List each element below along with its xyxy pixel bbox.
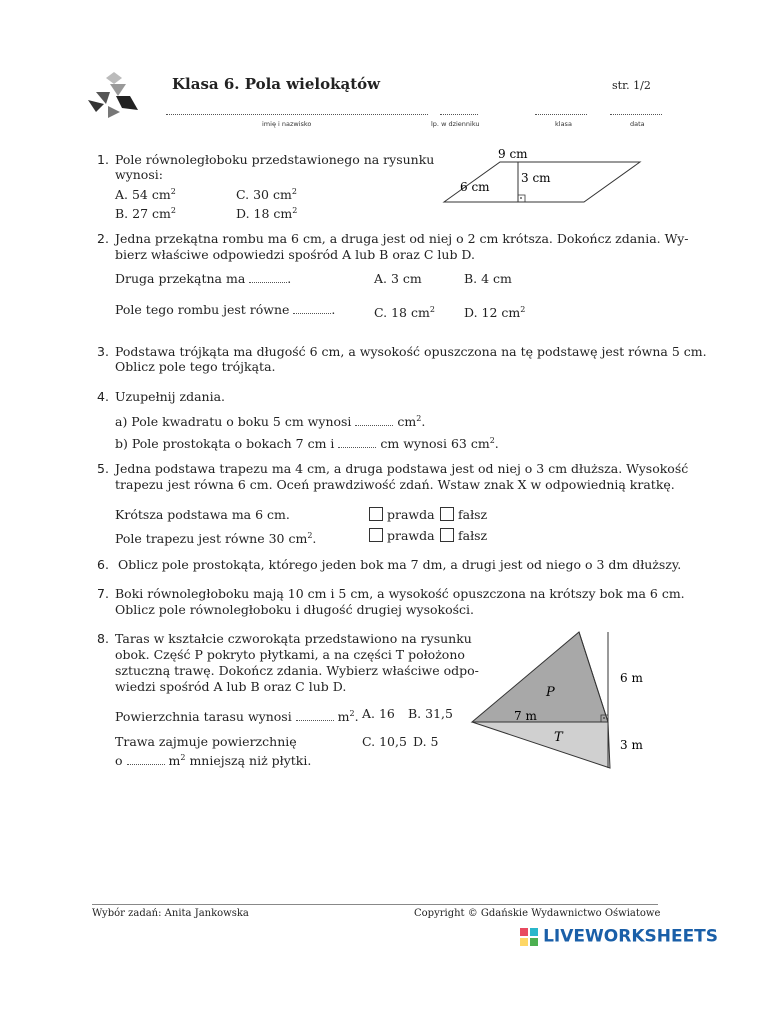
q3-number: 3. (97, 344, 109, 359)
q8-option-d[interactable]: D. 5 (413, 734, 439, 749)
q8-text-4: wiedzi spośród A lub B oraz C lub D. (115, 679, 347, 694)
q4-sentence-a: a) Pole kwadratu o boku 5 cm wynosi $cm^2$. (115, 414, 426, 430)
q7-text-2: Oblicz pole równoległoboku i długość drugiej wysokości. (115, 602, 475, 617)
q5-statement-2: Pole trapezu jest równe 30 $cm^2$. (115, 531, 317, 547)
checkbox[interactable] (440, 507, 454, 521)
q2-text-1: Jedna przekątna rombu ma 6 cm, a druga jest od niej o 2 cm krótsza. Dokończ zdania. Wy- (115, 231, 689, 246)
class-label: klasa (555, 120, 572, 128)
q5-row1-false[interactable]: fałsz (440, 506, 487, 523)
fig1-side-label: 6 cm (460, 180, 490, 194)
class-field[interactable] (535, 114, 587, 115)
q1-option-c[interactable]: C. 30 $cm^2$ (236, 187, 297, 203)
q4-text: Uzupełnij zdania. (115, 389, 226, 404)
footer-divider (92, 904, 658, 905)
q8-sentence-1: Powierzchnia tarasu wynosi $m^2$. (115, 709, 359, 725)
q8-text-3: sztuczną trawę. Dokończ zdania. Wybierz właściwe odpo- (115, 663, 479, 678)
liveworksheets-icon (520, 928, 538, 946)
date-field[interactable] (610, 114, 662, 115)
fig8-h1-label: 6 m (620, 671, 643, 685)
footer-copyright: Copyright © Gdańskie Wydawnictwo Oświatowe (414, 908, 661, 919)
q4-blank-a[interactable] (355, 415, 393, 426)
fig8-part-t: T (554, 730, 563, 745)
q2-blank-1[interactable] (249, 272, 287, 283)
page-number: str. 1/2 (612, 79, 651, 92)
fig8-h2-label: 3 m (620, 738, 643, 752)
q1-option-b[interactable]: B. 27 $cm^2$ (115, 206, 176, 222)
q8-sentence-2b: o $m^2$ mniejszą niż płytki. (115, 753, 312, 769)
q2-option-b[interactable]: B. 4 cm (464, 271, 512, 286)
number-field[interactable] (440, 114, 478, 115)
q2-option-a[interactable]: A. 3 cm (374, 271, 422, 286)
q8-blank-1[interactable] (296, 710, 334, 721)
name-label: imię i nazwisko (262, 120, 312, 128)
q3-text-1: Podstawa trójkąta ma długość 6 cm, a wysokość opuszczona na tę podstawę jest równa 5 cm. (115, 344, 707, 359)
q1-option-d[interactable]: D. 18 $cm^2$ (236, 206, 298, 222)
q5-text-1: Jedna podstawa trapezu ma 4 cm, a druga podstawa jest od niej o 3 cm dłuższa. Wysokość (115, 461, 689, 476)
publisher-logo (86, 70, 146, 120)
q2-text-2: bierz właściwe odpowiedzi spośród A lub B oraz C lub D. (115, 247, 475, 262)
q3-text-2: Oblicz pole tego trójkąta. (115, 359, 276, 374)
date-label: data (630, 120, 645, 128)
number-label: lp. w dzienniku (431, 120, 480, 128)
fig8-base-label: 7 m (514, 709, 537, 723)
checkbox[interactable] (369, 528, 383, 542)
q1-text-2: wynosi: (115, 167, 163, 182)
q2-sentence-1: Druga przekątna ma . (115, 271, 292, 286)
q4-number: 4. (97, 389, 109, 404)
name-field[interactable] (166, 114, 428, 115)
q5-statement-1: Krótsza podstawa ma 6 cm. (115, 507, 290, 522)
q4-sentence-b: b) Pole prostokąta o bokach 7 cm i cm wynosi 63 $cm^2$. (115, 436, 499, 452)
fig8-part-p: P (546, 685, 555, 700)
quadrilateral-figure (466, 626, 666, 776)
checkbox[interactable] (369, 507, 383, 521)
q1-option-a[interactable]: A. 54 $cm^2$ (115, 187, 176, 203)
q2-number: 2. (97, 231, 109, 246)
liveworksheets-logo[interactable] (520, 926, 718, 947)
parallelogram-figure (440, 146, 650, 208)
q7-text-1: Boki równoległoboku mają 10 cm i 5 cm, a wysokość opuszczona na krótszy bok ma 6 cm. (115, 586, 685, 601)
fig1-top-label: 9 cm (498, 147, 528, 161)
q5-number: 5. (97, 461, 109, 476)
q4-blank-b[interactable] (338, 437, 376, 448)
q5-row1-true[interactable]: prawda (369, 506, 435, 523)
q8-option-c[interactable]: C. 10,5 (362, 734, 407, 749)
q6-text: Oblicz pole prostokąta, którego jeden bok ma 7 dm, a drugi jest od niego o 3 dm dłuższy. (118, 557, 682, 572)
liveworksheets-text: LIVEWORKSHEETS (543, 926, 719, 947)
page-title: Klasa 6. Pola wielokątów (172, 75, 381, 93)
q8-option-a[interactable]: A. 16 (362, 706, 395, 721)
q1-number: 1. (97, 152, 109, 167)
fig1-height-label: 3 cm (521, 171, 551, 185)
q5-row2-false[interactable]: fałsz (440, 527, 487, 544)
q2-blank-2[interactable] (293, 303, 331, 314)
q1-text-1: Pole równoległoboku przedstawionego na rysunku (115, 152, 435, 167)
footer-author: Wybór zadań: Anita Jankowska (92, 908, 249, 919)
q5-row2-true[interactable]: prawda (369, 527, 435, 544)
q5-text-2: trapezu jest równa 6 cm. Oceń prawdziwość zdań. Wstaw znak X w odpowiednią kratkę. (115, 477, 675, 492)
q8-text-1: Taras w kształcie czworokąta przedstawiono na rysunku (115, 631, 472, 646)
q8-number: 8. (97, 631, 109, 646)
q8-sentence-2a: Trawa zajmuje powierzchnię (115, 734, 297, 749)
q7-number: 7. (97, 586, 109, 601)
q2-option-c[interactable]: C. 18 $cm^2$ (374, 305, 435, 321)
q2-sentence-2: Pole tego rombu jest równe . (115, 302, 336, 317)
q8-blank-2[interactable] (127, 754, 165, 765)
q6-number: 6. (97, 557, 109, 572)
q8-option-b[interactable]: B. 31,5 (408, 706, 453, 721)
checkbox[interactable] (440, 528, 454, 542)
q8-text-2: obok. Część P pokryto płytkami, a na części T położono (115, 647, 465, 662)
q2-option-d[interactable]: D. 12 $cm^2$ (464, 305, 526, 321)
